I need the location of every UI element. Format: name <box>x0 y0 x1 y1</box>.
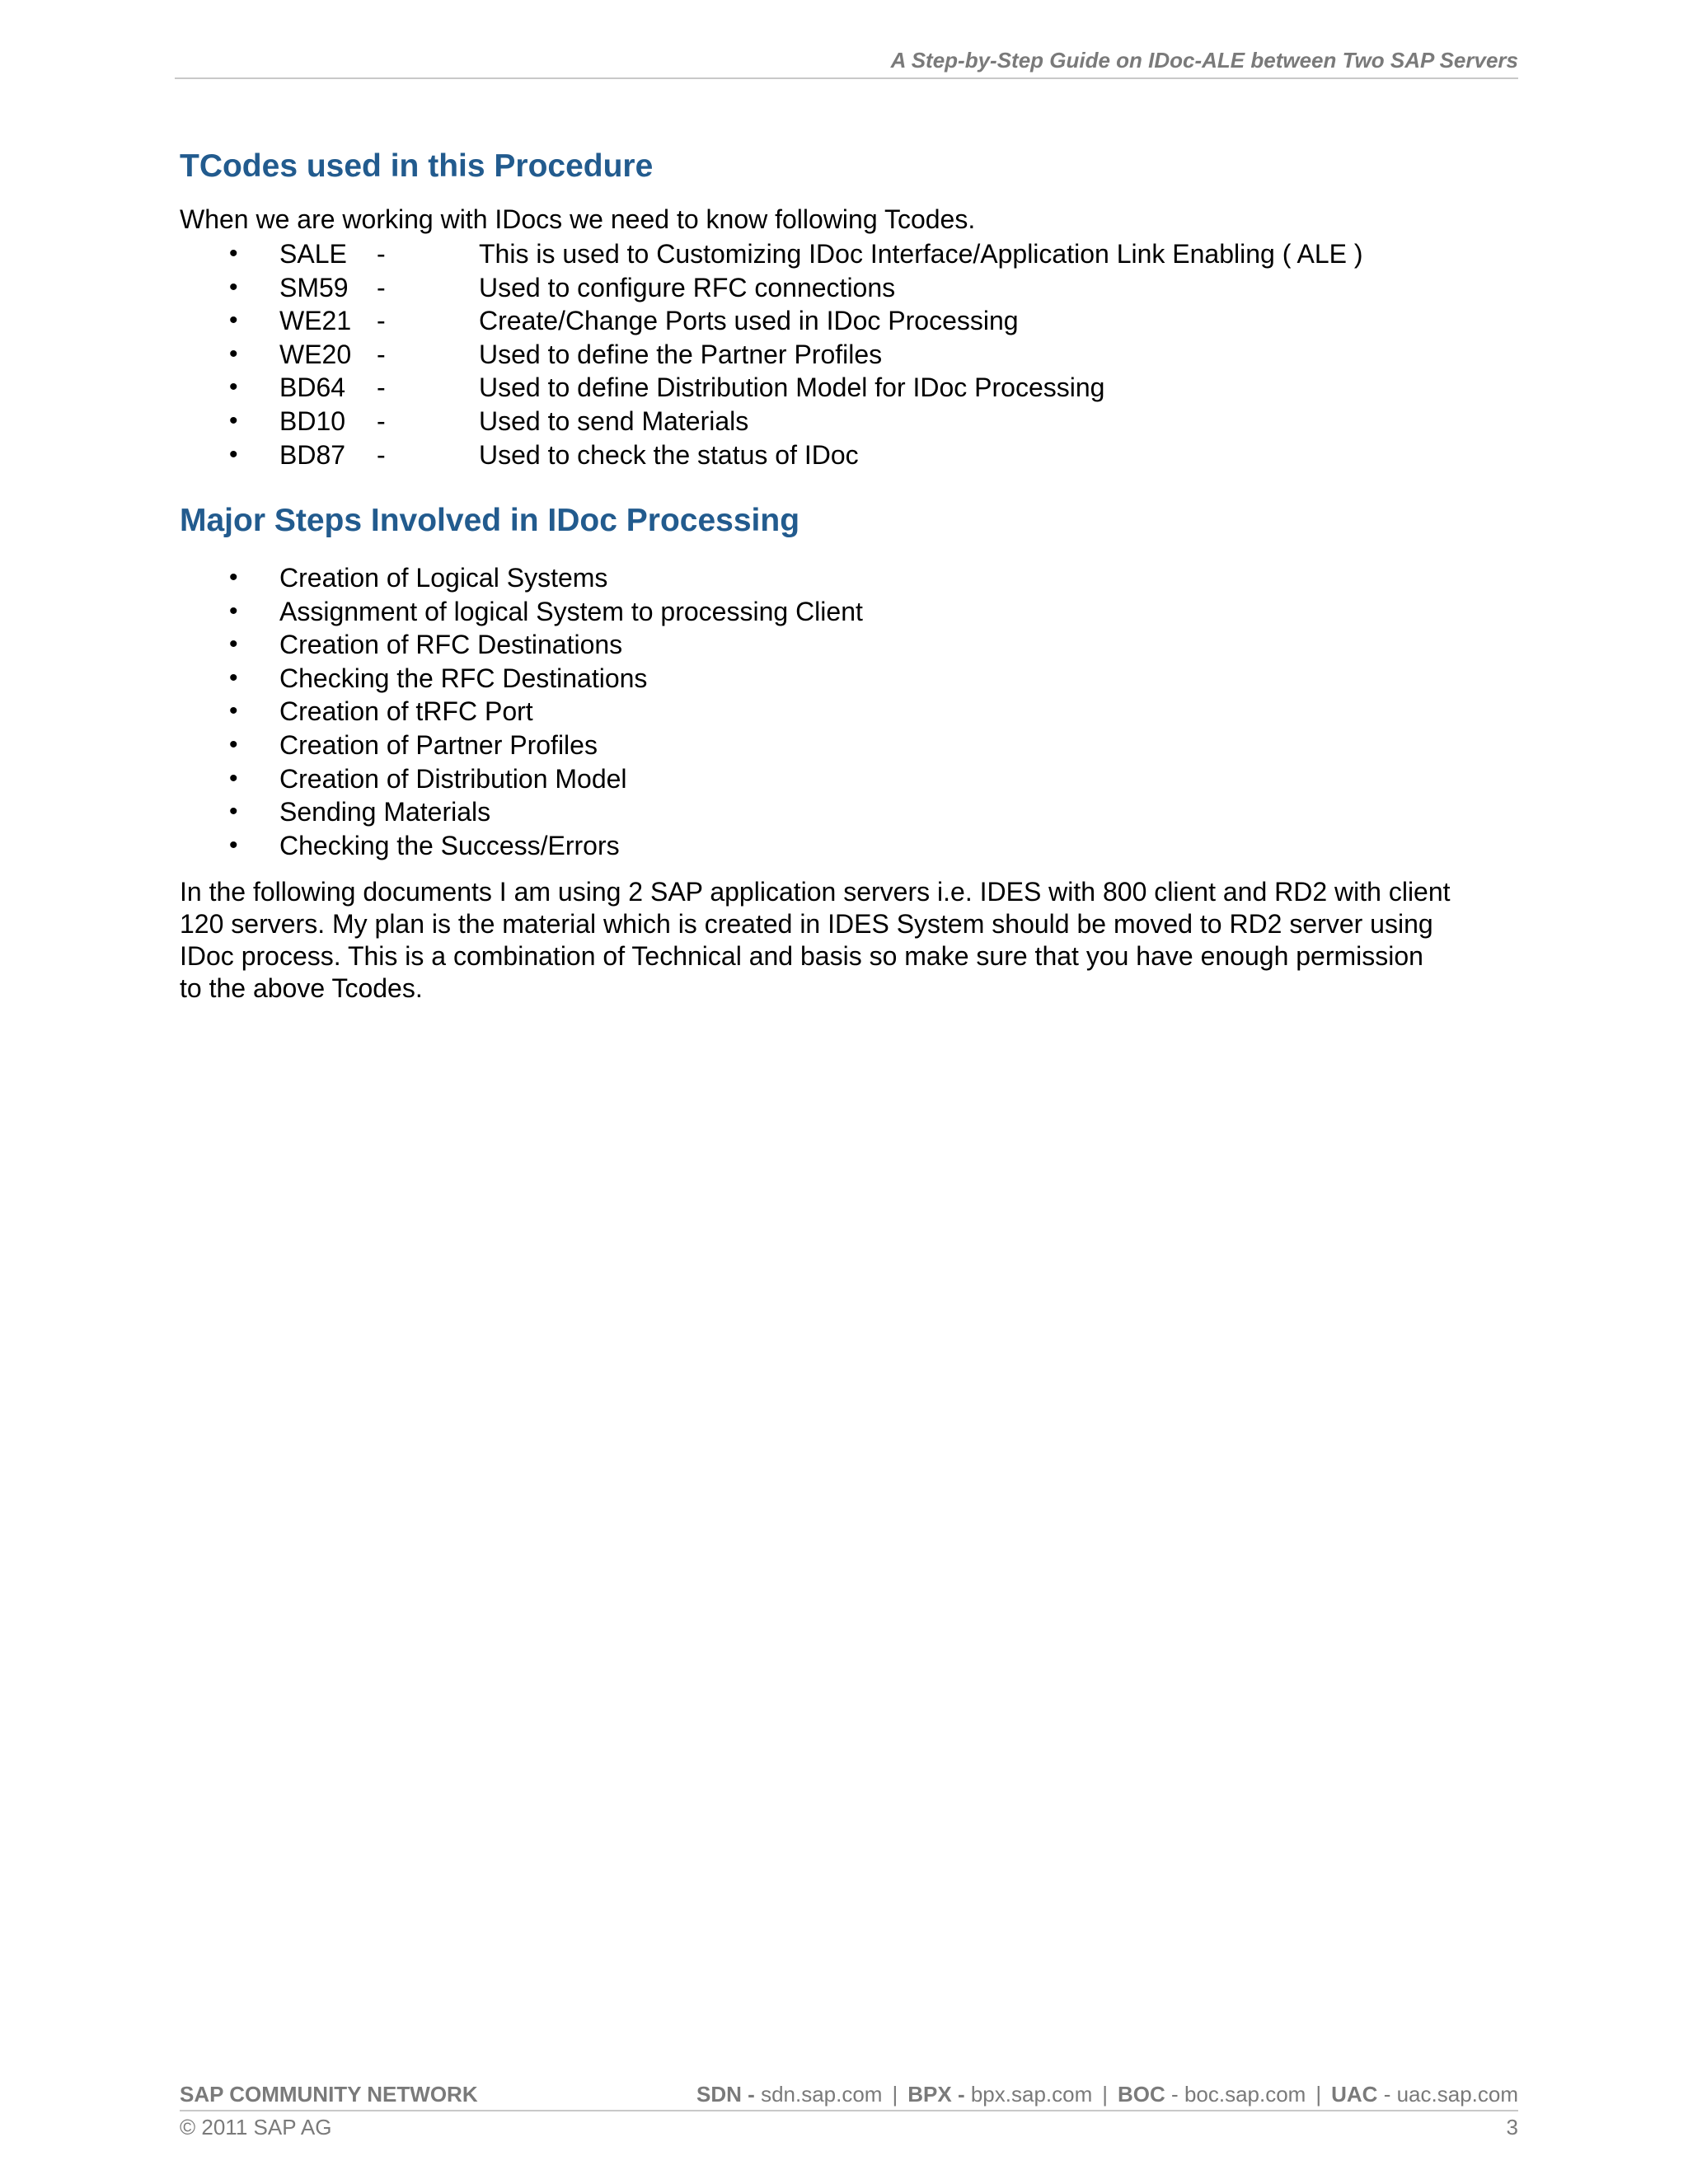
footer-link-dash: - <box>957 2082 965 2107</box>
footer-link-uac[interactable]: uac.sap.com <box>1396 2082 1518 2107</box>
footer-links <box>696 2082 1518 2107</box>
tcode-description: This is used to Customizing IDoc Interface/Application Link Enabling ( ALE ) <box>479 239 1363 269</box>
step-text: Sending Materials <box>279 797 491 827</box>
footer-link-label: BOC <box>1118 2082 1165 2107</box>
section-heading-steps: Major Steps Involved in IDoc Processing <box>180 503 800 538</box>
footer-link-label: BPX <box>907 2082 952 2107</box>
step-text: Checking the Success/Errors <box>279 830 620 860</box>
tcode-code: BD64 <box>279 373 346 403</box>
tcode-description: Create/Change Ports used in IDoc Processing <box>479 306 1019 336</box>
bullet-icon: • <box>229 764 238 792</box>
tcode-dash: - <box>377 405 386 436</box>
tcode-code: SALE <box>279 239 347 269</box>
bullet-icon: • <box>229 406 238 434</box>
bullet-icon: • <box>229 697 238 725</box>
tcode-description: Used to send Materials <box>479 405 749 436</box>
tcode-code: WE20 <box>279 339 352 369</box>
footer-link-label: UAC <box>1331 2082 1378 2107</box>
tcodes-intro: When we are working with IDocs we need to know following Tcodes. <box>180 204 976 234</box>
tcode-description: Used to define the Partner Profiles <box>479 339 883 369</box>
tcode-code: BD10 <box>279 405 346 436</box>
bullet-icon: • <box>229 340 238 368</box>
tcode-dash: - <box>377 272 386 302</box>
step-text: Creation of Logical Systems <box>279 563 608 593</box>
copyright: © 2011 SAP AG <box>180 2115 332 2139</box>
tcode-dash: - <box>377 373 386 403</box>
tcode-dash: - <box>377 339 386 369</box>
bullet-icon: • <box>229 440 238 468</box>
footer-link-boc[interactable]: boc.sap.com <box>1184 2082 1306 2107</box>
step-text: Checking the RFC Destinations <box>279 663 648 693</box>
step-text: Creation of tRFC Port <box>279 696 533 727</box>
bullet-icon: • <box>229 730 238 758</box>
tcode-code: SM59 <box>279 272 349 302</box>
tcode-code: BD87 <box>279 439 346 470</box>
footer-separator: | <box>1102 2082 1109 2107</box>
page-header <box>175 46 1518 79</box>
section-heading-tcodes: TCodes used in this Procedure <box>180 148 654 184</box>
footer-link-dash: - <box>1383 2082 1391 2107</box>
footer-separator: | <box>1315 2082 1322 2107</box>
page-footer-bottom <box>180 2115 1518 2143</box>
footer-link-dash: - <box>1171 2082 1179 2107</box>
footer-link-bpx[interactable]: bpx.sap.com <box>970 2082 1093 2107</box>
footer-link-label: SDN <box>696 2082 742 2107</box>
tcode-dash: - <box>377 439 386 470</box>
tcode-description: Used to check the status of IDoc <box>479 439 859 470</box>
footer-link-dash: - <box>748 2082 755 2107</box>
step-text: Creation of Distribution Model <box>279 763 627 794</box>
tcode-dash: - <box>377 239 386 269</box>
footer-network-name: SAP COMMUNITY NETWORK <box>180 2082 478 2107</box>
footer-link-sdn[interactable]: sdn.sap.com <box>761 2082 883 2107</box>
tcode-description: Used to define Distribution Model for IDoc Processing <box>479 373 1105 403</box>
closing-paragraph: In the following documents I am using 2 SAP application servers i.e. IDES with 800 client and RD2 with client 120 servers. My plan is the material which is created in IDES System should be moved to RD2 server using IDoc process. This is a combination of Technical and basis so make sure that you have enough permission to the above Tcodes. <box>180 877 1451 1003</box>
bullet-icon: • <box>229 373 238 401</box>
page-footer <box>180 2082 1518 2111</box>
tcode-description: Used to configure RFC connections <box>479 272 896 302</box>
bullet-icon: • <box>229 240 238 267</box>
step-text: Creation of RFC Destinations <box>279 630 623 660</box>
footer-separator: | <box>892 2082 898 2107</box>
header-title: A Step-by-Step Guide on IDoc-ALE between Two SAP Servers <box>890 48 1518 73</box>
bullet-icon: • <box>229 307 238 335</box>
page-number: 3 <box>1506 2115 1518 2139</box>
step-text: Assignment of logical System to processing Client <box>279 596 863 626</box>
bullet-icon: • <box>229 597 238 625</box>
step-text: Creation of Partner Profiles <box>279 729 598 760</box>
tcode-dash: - <box>377 306 386 336</box>
bullet-icon: • <box>229 273 238 301</box>
bullet-icon: • <box>229 798 238 826</box>
bullet-icon: • <box>229 630 238 658</box>
bullet-icon: • <box>229 663 238 691</box>
bullet-icon: • <box>229 564 238 591</box>
bullet-icon: • <box>229 831 238 859</box>
tcode-code: WE21 <box>279 306 352 336</box>
